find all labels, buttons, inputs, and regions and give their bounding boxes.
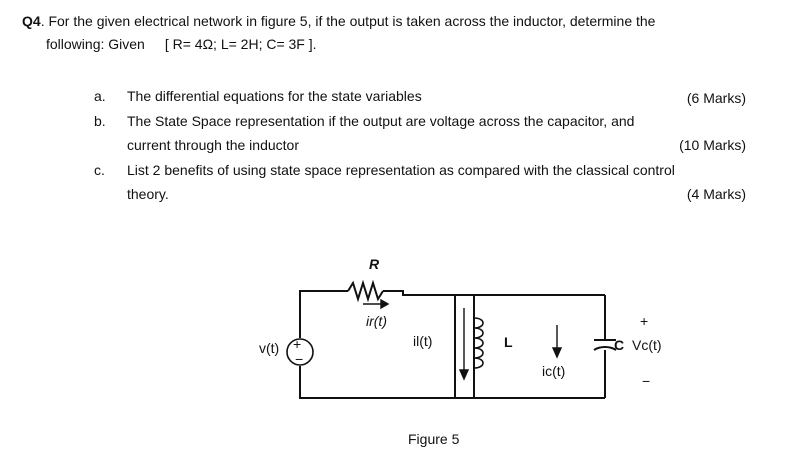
vc-plus-sign: + <box>640 313 649 329</box>
question-text: . For the given electrical network in figure 5, if the output is taken across the inductor, determine the <box>40 13 656 29</box>
il-label: il(t) <box>413 333 433 349</box>
vc-label: Vc(t) <box>632 337 662 353</box>
wire-top-right <box>383 291 605 295</box>
ir-arrow-head <box>381 300 388 308</box>
ic-label: ic(t) <box>542 363 566 379</box>
source-label: v(t) <box>259 340 280 356</box>
vc-minus-sign: − <box>642 373 651 389</box>
il-arrow-head <box>460 370 468 379</box>
ic-arrow-head <box>553 348 561 357</box>
inductor-coils <box>474 318 483 368</box>
item-a-text: The differential equations for the state variables <box>127 88 422 104</box>
item-b-marks: (10 Marks) <box>679 137 746 153</box>
capacitor-plate-bottom <box>594 347 616 350</box>
inductor-label: L <box>504 334 513 350</box>
item-c-text-line2: theory. <box>127 186 169 202</box>
source-minus-sign: − <box>295 351 304 367</box>
item-b-text-line2: current through the inductor <box>127 137 299 153</box>
item-c-marks: (4 Marks) <box>686 186 746 202</box>
wire-top-left <box>300 291 348 300</box>
given-values: [ R= 4Ω; L= 2H; C= 3F ]. <box>164 36 317 52</box>
item-a-marks: (6 Marks) <box>686 90 746 106</box>
item-b-letter: b. <box>94 113 106 129</box>
source-plus-sign: + <box>293 336 302 352</box>
figure-caption: Figure 5 <box>408 431 460 447</box>
question-number: Q4 <box>22 13 41 29</box>
item-b-text-line1: The State Space representation if the output are voltage across the capacitor, and <box>127 113 635 129</box>
item-c-text-line1: List 2 benefits of using state space representation as compared with the classical control <box>127 162 675 178</box>
item-a-letter: a. <box>94 88 106 104</box>
resistor-symbol <box>348 283 383 299</box>
capacitor-label: C <box>614 337 625 353</box>
ir-label: ir(t) <box>366 313 387 329</box>
item-c-letter: c. <box>94 162 105 178</box>
resistor-label: R <box>369 256 380 272</box>
given-label: following: Given <box>46 36 145 52</box>
